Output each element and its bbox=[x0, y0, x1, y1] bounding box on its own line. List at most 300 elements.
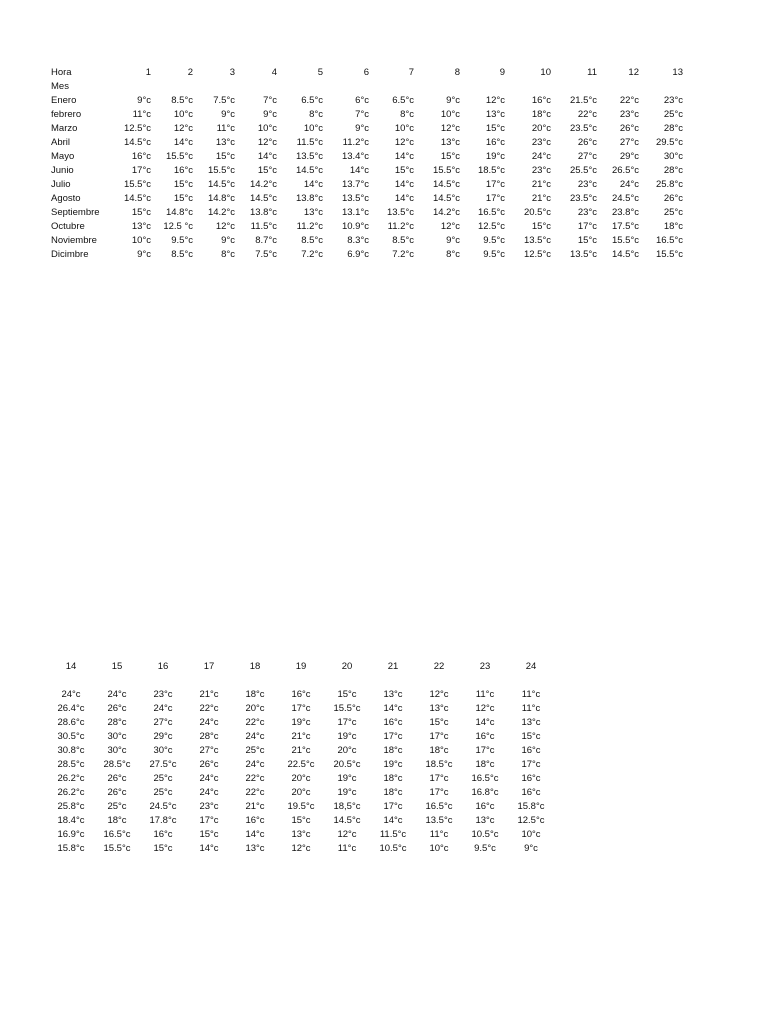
temperature-cell[interactable]: 15°c bbox=[173, 179, 193, 190]
temperature-cell[interactable]: 15.5°c bbox=[333, 703, 361, 714]
temperature-cell[interactable]: 23°c bbox=[663, 95, 683, 106]
temperature-cell[interactable]: 12°c bbox=[429, 689, 449, 700]
hour-header-cell[interactable]: 21 bbox=[387, 661, 399, 672]
temperature-cell[interactable]: 16.5°c bbox=[655, 235, 683, 246]
temperature-cell[interactable]: 13°c bbox=[215, 137, 235, 148]
temperature-cell[interactable]: 16.8°c bbox=[471, 787, 499, 798]
temperature-cell[interactable]: 24°c bbox=[619, 179, 639, 190]
temperature-cell[interactable]: 30°c bbox=[107, 731, 127, 742]
temperature-cell[interactable]: 20°c bbox=[245, 703, 265, 714]
temperature-cell[interactable]: 13.8°c bbox=[295, 193, 323, 204]
temperature-cell[interactable]: 25°c bbox=[663, 207, 683, 218]
empty-cell[interactable] bbox=[414, 80, 460, 94]
temperature-cell[interactable]: 11.2°c bbox=[387, 221, 414, 232]
temperature-cell[interactable]: 16°c bbox=[521, 787, 541, 798]
hour-header-cell[interactable]: 6 bbox=[363, 67, 369, 78]
month-name-cell[interactable]: Octubre bbox=[51, 221, 85, 232]
temperature-cell[interactable]: 12°c bbox=[394, 137, 414, 148]
temperature-cell[interactable]: 13.7°c bbox=[341, 179, 369, 190]
temperature-cell[interactable]: 17°c bbox=[485, 179, 505, 190]
temperature-cell[interactable]: 19°c bbox=[485, 151, 505, 162]
temperature-cell[interactable]: 22°c bbox=[245, 717, 265, 728]
empty-cell[interactable] bbox=[140, 674, 186, 688]
temperature-cell[interactable]: 29°c bbox=[153, 731, 173, 742]
temperature-cell[interactable]: 30.5°c bbox=[57, 731, 85, 742]
temperature-cell[interactable]: 18.5°c bbox=[477, 165, 505, 176]
temperature-cell[interactable]: 13.4°c bbox=[341, 151, 369, 162]
temperature-cell[interactable]: 15.8°c bbox=[57, 843, 85, 854]
temperature-cell[interactable]: 18°c bbox=[383, 787, 403, 798]
month-name-cell[interactable]: Dicimbre bbox=[51, 249, 89, 260]
empty-cell[interactable] bbox=[508, 674, 554, 688]
temperature-cell[interactable]: 15.8°c bbox=[517, 801, 545, 812]
temperature-cell[interactable]: 9°c bbox=[355, 123, 369, 134]
temperature-cell[interactable]: 18.4°c bbox=[57, 815, 85, 826]
temperature-cell[interactable]: 11°c bbox=[521, 689, 541, 700]
temperature-cell[interactable]: 10.9°c bbox=[341, 221, 369, 232]
temperature-cell[interactable]: 14.5°c bbox=[249, 193, 277, 204]
empty-cell[interactable] bbox=[505, 80, 551, 94]
temperature-cell[interactable]: 11°c bbox=[216, 123, 235, 134]
hour-header-cell[interactable]: 9 bbox=[499, 67, 505, 78]
temperature-cell[interactable]: 17°c bbox=[429, 773, 449, 784]
hour-header-cell[interactable]: 19 bbox=[295, 661, 307, 672]
temperature-cell[interactable]: 24°c bbox=[199, 787, 219, 798]
temperature-cell[interactable]: 8.7°c bbox=[255, 235, 277, 246]
hour-header-cell[interactable]: 12 bbox=[628, 67, 639, 78]
temperature-cell[interactable]: 7.2°c bbox=[392, 249, 414, 260]
temperature-cell[interactable]: 18°c bbox=[475, 759, 495, 770]
hour-header-cell[interactable]: 5 bbox=[317, 67, 323, 78]
temperature-cell[interactable]: 14.8°c bbox=[207, 193, 235, 204]
temperature-cell[interactable]: 25°c bbox=[107, 801, 127, 812]
temperature-cell[interactable]: 26.4°c bbox=[57, 703, 85, 714]
temperature-cell[interactable]: 17°c bbox=[429, 787, 449, 798]
temperature-cell[interactable]: 16°c bbox=[475, 801, 495, 812]
temperature-cell[interactable]: 13°c bbox=[429, 703, 449, 714]
temperature-cell[interactable]: 23.5°c bbox=[569, 193, 597, 204]
temperature-cell[interactable]: 24°c bbox=[199, 717, 219, 728]
temperature-cell[interactable]: 11.5°c bbox=[250, 221, 277, 232]
temperature-cell[interactable]: 22°c bbox=[245, 787, 265, 798]
temperature-cell[interactable]: 17.5°c bbox=[611, 221, 639, 232]
temperature-cell[interactable]: 14.2°c bbox=[432, 207, 460, 218]
hour-header-cell[interactable]: 7 bbox=[408, 67, 414, 78]
temperature-cell[interactable]: 16°c bbox=[291, 689, 311, 700]
temperature-cell[interactable]: 27°c bbox=[577, 151, 597, 162]
empty-cell[interactable] bbox=[186, 674, 232, 688]
empty-cell[interactable] bbox=[370, 674, 416, 688]
temperature-cell[interactable]: 16°c bbox=[521, 773, 541, 784]
temperature-cell[interactable]: 19°c bbox=[383, 759, 403, 770]
temperature-cell[interactable]: 20.5°c bbox=[523, 207, 551, 218]
temperature-cell[interactable]: 8°c bbox=[309, 109, 323, 120]
temperature-cell[interactable]: 15°c bbox=[291, 815, 311, 826]
hour-header-cell[interactable]: 3 bbox=[229, 67, 235, 78]
month-name-cell[interactable]: Abril bbox=[51, 137, 71, 148]
temperature-cell[interactable]: 16°c bbox=[153, 829, 173, 840]
temperature-cell[interactable]: 27°c bbox=[619, 137, 639, 148]
temperature-cell[interactable]: 20°c bbox=[337, 745, 357, 756]
temperature-cell[interactable]: 10.5°c bbox=[379, 843, 407, 854]
temperature-cell[interactable]: 13°c bbox=[291, 829, 311, 840]
hour-header-cell[interactable]: 1 bbox=[145, 67, 151, 78]
temperature-cell[interactable]: 29°c bbox=[619, 151, 639, 162]
temperature-cell[interactable]: 15.5°c bbox=[432, 165, 460, 176]
temperature-cell[interactable]: 17°c bbox=[199, 815, 219, 826]
empty-cell[interactable] bbox=[369, 80, 414, 94]
temperature-cell[interactable]: 8.3°c bbox=[347, 235, 369, 246]
temperature-cell[interactable]: 27°c bbox=[153, 717, 173, 728]
empty-cell[interactable] bbox=[639, 80, 683, 94]
temperature-cell[interactable]: 16.5°c bbox=[471, 773, 499, 784]
temperature-cell[interactable]: 14.2°c bbox=[249, 179, 277, 190]
temperature-cell[interactable]: 25°c bbox=[153, 773, 173, 784]
temperature-cell[interactable]: 15.5°c bbox=[123, 179, 151, 190]
temperature-cell[interactable]: 16°c bbox=[245, 815, 265, 826]
temperature-cell[interactable]: 14°c bbox=[394, 151, 414, 162]
temperature-cell[interactable]: 13.5°c bbox=[386, 207, 414, 218]
temperature-cell[interactable]: 14.5°c bbox=[432, 179, 460, 190]
temperature-cell[interactable]: 14°c bbox=[394, 179, 414, 190]
temperature-cell[interactable]: 10°c bbox=[257, 123, 277, 134]
month-name-cell[interactable]: Marzo bbox=[51, 123, 78, 134]
temperature-cell[interactable]: 13°c bbox=[440, 137, 460, 148]
temperature-cell[interactable]: 26.2°c bbox=[57, 773, 85, 784]
temperature-cell[interactable]: 16.5°c bbox=[103, 829, 131, 840]
temperature-cell[interactable]: 23.8°c bbox=[611, 207, 639, 218]
temperature-cell[interactable]: 21°c bbox=[531, 193, 551, 204]
temperature-cell[interactable]: 7°c bbox=[263, 95, 277, 106]
temperature-cell[interactable]: 21.5°c bbox=[569, 95, 597, 106]
temperature-cell[interactable]: 15°c bbox=[440, 151, 460, 162]
empty-cell[interactable] bbox=[278, 674, 324, 688]
temperature-cell[interactable]: 10°c bbox=[131, 235, 151, 246]
temperature-cell[interactable]: 8°c bbox=[221, 249, 235, 260]
temperature-cell[interactable]: 21°c bbox=[291, 731, 311, 742]
temperature-cell[interactable]: 21°c bbox=[531, 179, 551, 190]
temperature-cell[interactable]: 13°c bbox=[303, 207, 323, 218]
temperature-cell[interactable]: 14°c bbox=[245, 829, 265, 840]
temperature-cell[interactable]: 15°c bbox=[577, 235, 597, 246]
temperature-cell[interactable]: 13.5°c bbox=[569, 249, 597, 260]
temperature-cell[interactable]: 15°c bbox=[521, 731, 541, 742]
temperature-cell[interactable]: 12.5 °c bbox=[163, 221, 193, 232]
temperature-cell[interactable]: 9°c bbox=[221, 235, 235, 246]
temperature-cell[interactable]: 26°c bbox=[107, 773, 127, 784]
temperature-cell[interactable]: 28°c bbox=[663, 165, 683, 176]
empty-cell[interactable] bbox=[462, 674, 508, 688]
temperature-cell[interactable]: 14°c bbox=[383, 703, 403, 714]
hour-header-cell[interactable]: 11 bbox=[587, 67, 597, 78]
month-label-cell[interactable]: Mes bbox=[51, 81, 69, 92]
temperature-cell[interactable]: 25.8°c bbox=[655, 179, 683, 190]
temperature-cell[interactable]: 14°c bbox=[349, 165, 369, 176]
temperature-cell[interactable]: 12°c bbox=[337, 829, 357, 840]
empty-cell[interactable] bbox=[460, 80, 505, 94]
temperature-cell[interactable]: 15.5°c bbox=[207, 165, 235, 176]
month-name-cell[interactable]: Julio bbox=[51, 179, 71, 190]
temperature-cell[interactable]: 6.5°c bbox=[301, 95, 323, 106]
temperature-cell[interactable]: 14°c bbox=[257, 151, 277, 162]
hour-header-cell[interactable]: 22 bbox=[433, 661, 445, 672]
temperature-cell[interactable]: 16°c bbox=[485, 137, 505, 148]
temperature-cell[interactable]: 25°c bbox=[153, 787, 173, 798]
temperature-cell[interactable]: 17°c bbox=[383, 801, 403, 812]
temperature-cell[interactable]: 30°c bbox=[107, 745, 127, 756]
temperature-cell[interactable]: 10°c bbox=[521, 829, 541, 840]
temperature-cell[interactable]: 25°c bbox=[663, 109, 683, 120]
temperature-cell[interactable]: 18°c bbox=[429, 745, 449, 756]
temperature-cell[interactable]: 13.5°c bbox=[425, 815, 453, 826]
temperature-cell[interactable]: 13.5°c bbox=[523, 235, 551, 246]
temperature-cell[interactable]: 19°c bbox=[337, 773, 357, 784]
temperature-cell[interactable]: 27°c bbox=[199, 745, 219, 756]
temperature-cell[interactable]: 20.5°c bbox=[333, 759, 361, 770]
hour-header-cell[interactable]: 15 bbox=[111, 661, 123, 672]
empty-cell[interactable] bbox=[416, 674, 462, 688]
temperature-cell[interactable]: 13°c bbox=[521, 717, 541, 728]
temperature-cell[interactable]: 25°c bbox=[245, 745, 265, 756]
temperature-cell[interactable]: 17°c bbox=[521, 759, 541, 770]
temperature-cell[interactable]: 25.5°c bbox=[569, 165, 597, 176]
temperature-cell[interactable]: 9°c bbox=[221, 109, 235, 120]
temperature-cell[interactable]: 11.5°c bbox=[379, 829, 407, 840]
temperature-cell[interactable]: 26°c bbox=[577, 137, 597, 148]
temperature-cell[interactable]: 26°c bbox=[107, 703, 127, 714]
temperature-cell[interactable]: 23°c bbox=[619, 109, 639, 120]
temperature-cell[interactable]: 14.5°c bbox=[123, 193, 151, 204]
temperature-cell[interactable]: 24°c bbox=[531, 151, 551, 162]
hour-header-cell[interactable]: 23 bbox=[479, 661, 491, 672]
temperature-cell[interactable]: 17°c bbox=[383, 731, 403, 742]
temperature-cell[interactable]: 9°c bbox=[446, 95, 460, 106]
temperature-cell[interactable]: 26°c bbox=[663, 193, 683, 204]
month-name-cell[interactable]: Septiembre bbox=[51, 207, 100, 218]
temperature-cell[interactable]: 17°c bbox=[131, 165, 151, 176]
hour-header-cell[interactable]: 8 bbox=[454, 67, 460, 78]
temperature-cell[interactable]: 21°c bbox=[291, 745, 311, 756]
temperature-cell[interactable]: 7.5°c bbox=[255, 249, 277, 260]
month-name-cell[interactable]: Noviembre bbox=[51, 235, 97, 246]
temperature-cell[interactable]: 15°c bbox=[131, 207, 151, 218]
temperature-cell[interactable]: 11°c bbox=[132, 109, 151, 120]
temperature-cell[interactable]: 19°c bbox=[337, 731, 357, 742]
temperature-cell[interactable]: 16°c bbox=[521, 745, 541, 756]
temperature-cell[interactable]: 11.2°c bbox=[342, 137, 369, 148]
temperature-cell[interactable]: 12°c bbox=[440, 123, 460, 134]
temperature-cell[interactable]: 22°c bbox=[619, 95, 639, 106]
temperature-cell[interactable]: 9.5°c bbox=[483, 235, 505, 246]
empty-cell[interactable] bbox=[551, 80, 597, 94]
temperature-cell[interactable]: 30°c bbox=[663, 151, 683, 162]
temperature-cell[interactable]: 12°c bbox=[257, 137, 277, 148]
temperature-cell[interactable]: 13°c bbox=[485, 109, 505, 120]
month-name-cell[interactable]: febrero bbox=[51, 109, 82, 120]
temperature-cell[interactable]: 13°c bbox=[131, 221, 151, 232]
temperature-cell[interactable]: 14°c bbox=[383, 815, 403, 826]
temperature-cell[interactable]: 27.5°c bbox=[149, 759, 177, 770]
temperature-cell[interactable]: 23°c bbox=[577, 207, 597, 218]
temperature-cell[interactable]: 14.2°c bbox=[207, 207, 235, 218]
temperature-cell[interactable]: 23.5°c bbox=[569, 123, 597, 134]
hour-header-cell[interactable]: 2 bbox=[187, 67, 193, 78]
temperature-cell[interactable]: 22°c bbox=[199, 703, 219, 714]
temperature-cell[interactable]: 17°c bbox=[291, 703, 311, 714]
temperature-cell[interactable]: 24°c bbox=[107, 689, 127, 700]
empty-cell[interactable] bbox=[235, 80, 277, 94]
temperature-cell[interactable]: 19°c bbox=[337, 787, 357, 798]
temperature-cell[interactable]: 18°c bbox=[383, 773, 403, 784]
temperature-cell[interactable]: 14.5°c bbox=[611, 249, 639, 260]
temperature-cell[interactable]: 16°c bbox=[131, 151, 151, 162]
temperature-cell[interactable]: 8.5°c bbox=[171, 95, 193, 106]
temperature-cell[interactable]: 18°c bbox=[531, 109, 551, 120]
temperature-cell[interactable]: 11°c bbox=[429, 829, 449, 840]
temperature-cell[interactable]: 12.5°c bbox=[477, 221, 505, 232]
empty-cell[interactable] bbox=[193, 80, 235, 94]
temperature-cell[interactable]: 22.5°c bbox=[287, 759, 315, 770]
temperature-cell[interactable]: 26°c bbox=[619, 123, 639, 134]
temperature-cell[interactable]: 23°c bbox=[199, 801, 219, 812]
temperature-cell[interactable]: 14.5°c bbox=[123, 137, 151, 148]
temperature-cell[interactable]: 12°c bbox=[485, 95, 505, 106]
temperature-cell[interactable]: 16.5°c bbox=[425, 801, 453, 812]
temperature-cell[interactable]: 17°c bbox=[577, 221, 597, 232]
temperature-cell[interactable]: 28°c bbox=[663, 123, 683, 134]
empty-cell[interactable] bbox=[232, 674, 278, 688]
temperature-cell[interactable]: 8.5°c bbox=[171, 249, 193, 260]
temperature-cell[interactable]: 15.5°c bbox=[655, 249, 683, 260]
empty-cell[interactable] bbox=[151, 80, 193, 94]
temperature-cell[interactable]: 10°c bbox=[394, 123, 414, 134]
temperature-cell[interactable]: 28.5°c bbox=[57, 759, 85, 770]
temperature-cell[interactable]: 18.5°c bbox=[425, 759, 453, 770]
empty-cell[interactable] bbox=[277, 80, 323, 94]
temperature-cell[interactable]: 23°c bbox=[577, 179, 597, 190]
temperature-cell[interactable]: 8.5°c bbox=[392, 235, 414, 246]
temperature-cell[interactable]: 10.5°c bbox=[471, 829, 499, 840]
temperature-cell[interactable]: 26°c bbox=[199, 759, 219, 770]
temperature-cell[interactable]: 10°c bbox=[303, 123, 323, 134]
temperature-cell[interactable]: 14.5°c bbox=[207, 179, 235, 190]
temperature-cell[interactable]: 28°c bbox=[107, 717, 127, 728]
temperature-cell[interactable]: 13°c bbox=[245, 843, 265, 854]
temperature-cell[interactable]: 14°c bbox=[173, 137, 193, 148]
temperature-cell[interactable]: 9°c bbox=[137, 95, 151, 106]
temperature-cell[interactable]: 10°c bbox=[173, 109, 193, 120]
temperature-cell[interactable]: 16°c bbox=[173, 165, 193, 176]
temperature-cell[interactable]: 14°c bbox=[303, 179, 323, 190]
temperature-cell[interactable]: 24.5°c bbox=[611, 193, 639, 204]
temperature-cell[interactable]: 18°c bbox=[383, 745, 403, 756]
hour-header-cell[interactable]: 17 bbox=[203, 661, 215, 672]
temperature-cell[interactable]: 15.5°c bbox=[165, 151, 193, 162]
temperature-cell[interactable]: 24°c bbox=[153, 703, 173, 714]
temperature-cell[interactable]: 23°c bbox=[153, 689, 173, 700]
hour-header-cell[interactable]: 16 bbox=[157, 661, 169, 672]
temperature-cell[interactable]: 15°c bbox=[337, 689, 357, 700]
hour-header-cell[interactable]: 24 bbox=[525, 661, 537, 672]
temperature-cell[interactable]: 19.5°c bbox=[287, 801, 315, 812]
temperature-cell[interactable]: 16°c bbox=[531, 95, 551, 106]
temperature-cell[interactable]: 20°c bbox=[531, 123, 551, 134]
temperature-cell[interactable]: 14°c bbox=[394, 193, 414, 204]
temperature-cell[interactable]: 13.5°c bbox=[295, 151, 323, 162]
temperature-cell[interactable]: 13°c bbox=[383, 689, 403, 700]
temperature-cell[interactable]: 11°c bbox=[475, 689, 495, 700]
temperature-cell[interactable]: 17°c bbox=[485, 193, 505, 204]
hour-header-cell[interactable]: 13 bbox=[672, 67, 683, 78]
temperature-cell[interactable]: 15.5°c bbox=[611, 235, 639, 246]
temperature-cell[interactable]: 7.5°c bbox=[213, 95, 235, 106]
temperature-cell[interactable]: 10°c bbox=[440, 109, 460, 120]
temperature-cell[interactable]: 16°c bbox=[475, 731, 495, 742]
temperature-cell[interactable]: 21°c bbox=[199, 689, 219, 700]
hour-header-cell[interactable]: 20 bbox=[341, 661, 353, 672]
temperature-cell[interactable]: 14.8°c bbox=[165, 207, 193, 218]
temperature-cell[interactable]: 12°c bbox=[215, 221, 235, 232]
temperature-cell[interactable]: 15°c bbox=[485, 123, 505, 134]
temperature-cell[interactable]: 15°c bbox=[199, 829, 219, 840]
empty-cell[interactable] bbox=[323, 80, 369, 94]
temperature-cell[interactable]: 12.5°c bbox=[517, 815, 545, 826]
temperature-cell[interactable]: 24°c bbox=[199, 773, 219, 784]
empty-cell[interactable] bbox=[597, 80, 639, 94]
temperature-cell[interactable]: 23°c bbox=[531, 165, 551, 176]
temperature-cell[interactable]: 11.5°c bbox=[296, 137, 323, 148]
temperature-cell[interactable]: 6°c bbox=[355, 95, 369, 106]
temperature-cell[interactable]: 28°c bbox=[199, 731, 219, 742]
temperature-cell[interactable]: 7°c bbox=[355, 109, 369, 120]
temperature-cell[interactable]: 18°c bbox=[245, 689, 265, 700]
temperature-cell[interactable]: 18,5°c bbox=[333, 801, 361, 812]
temperature-cell[interactable]: 22°c bbox=[245, 773, 265, 784]
temperature-cell[interactable]: 9.5°c bbox=[474, 843, 496, 854]
temperature-cell[interactable]: 14.5°c bbox=[432, 193, 460, 204]
temperature-cell[interactable]: 24°c bbox=[245, 759, 265, 770]
temperature-cell[interactable]: 20°c bbox=[291, 787, 311, 798]
temperature-cell[interactable]: 8°c bbox=[446, 249, 460, 260]
empty-cell[interactable] bbox=[94, 674, 140, 688]
temperature-cell[interactable]: 14°c bbox=[475, 717, 495, 728]
temperature-cell[interactable]: 8.5°c bbox=[301, 235, 323, 246]
temperature-cell[interactable]: 14.5°c bbox=[295, 165, 323, 176]
temperature-cell[interactable]: 15°c bbox=[215, 151, 235, 162]
temperature-cell[interactable]: 17.8°c bbox=[149, 815, 177, 826]
temperature-cell[interactable]: 13.8°c bbox=[249, 207, 277, 218]
hour-label-cell[interactable]: Hora bbox=[51, 67, 72, 78]
temperature-cell[interactable]: 30°c bbox=[153, 745, 173, 756]
temperature-cell[interactable]: 25.8°c bbox=[57, 801, 85, 812]
temperature-cell[interactable]: 9.5°c bbox=[483, 249, 505, 260]
temperature-cell[interactable]: 17°c bbox=[475, 745, 495, 756]
empty-cell[interactable] bbox=[324, 674, 370, 688]
temperature-cell[interactable]: 18°c bbox=[107, 815, 127, 826]
temperature-cell[interactable]: 26.2°c bbox=[57, 787, 85, 798]
month-name-cell[interactable]: Mayo bbox=[51, 151, 75, 162]
month-name-cell[interactable]: Agosto bbox=[51, 193, 81, 204]
temperature-cell[interactable]: 6.9°c bbox=[347, 249, 369, 260]
temperature-cell[interactable]: 12°c bbox=[440, 221, 460, 232]
temperature-cell[interactable]: 6.5°c bbox=[392, 95, 414, 106]
temperature-cell[interactable]: 18°c bbox=[663, 221, 683, 232]
temperature-cell[interactable]: 9°c bbox=[137, 249, 151, 260]
temperature-cell[interactable]: 9°c bbox=[524, 843, 538, 854]
temperature-cell[interactable]: 14°c bbox=[199, 843, 219, 854]
temperature-cell[interactable]: 12.5°c bbox=[123, 123, 151, 134]
temperature-cell[interactable]: 11°c bbox=[521, 703, 541, 714]
